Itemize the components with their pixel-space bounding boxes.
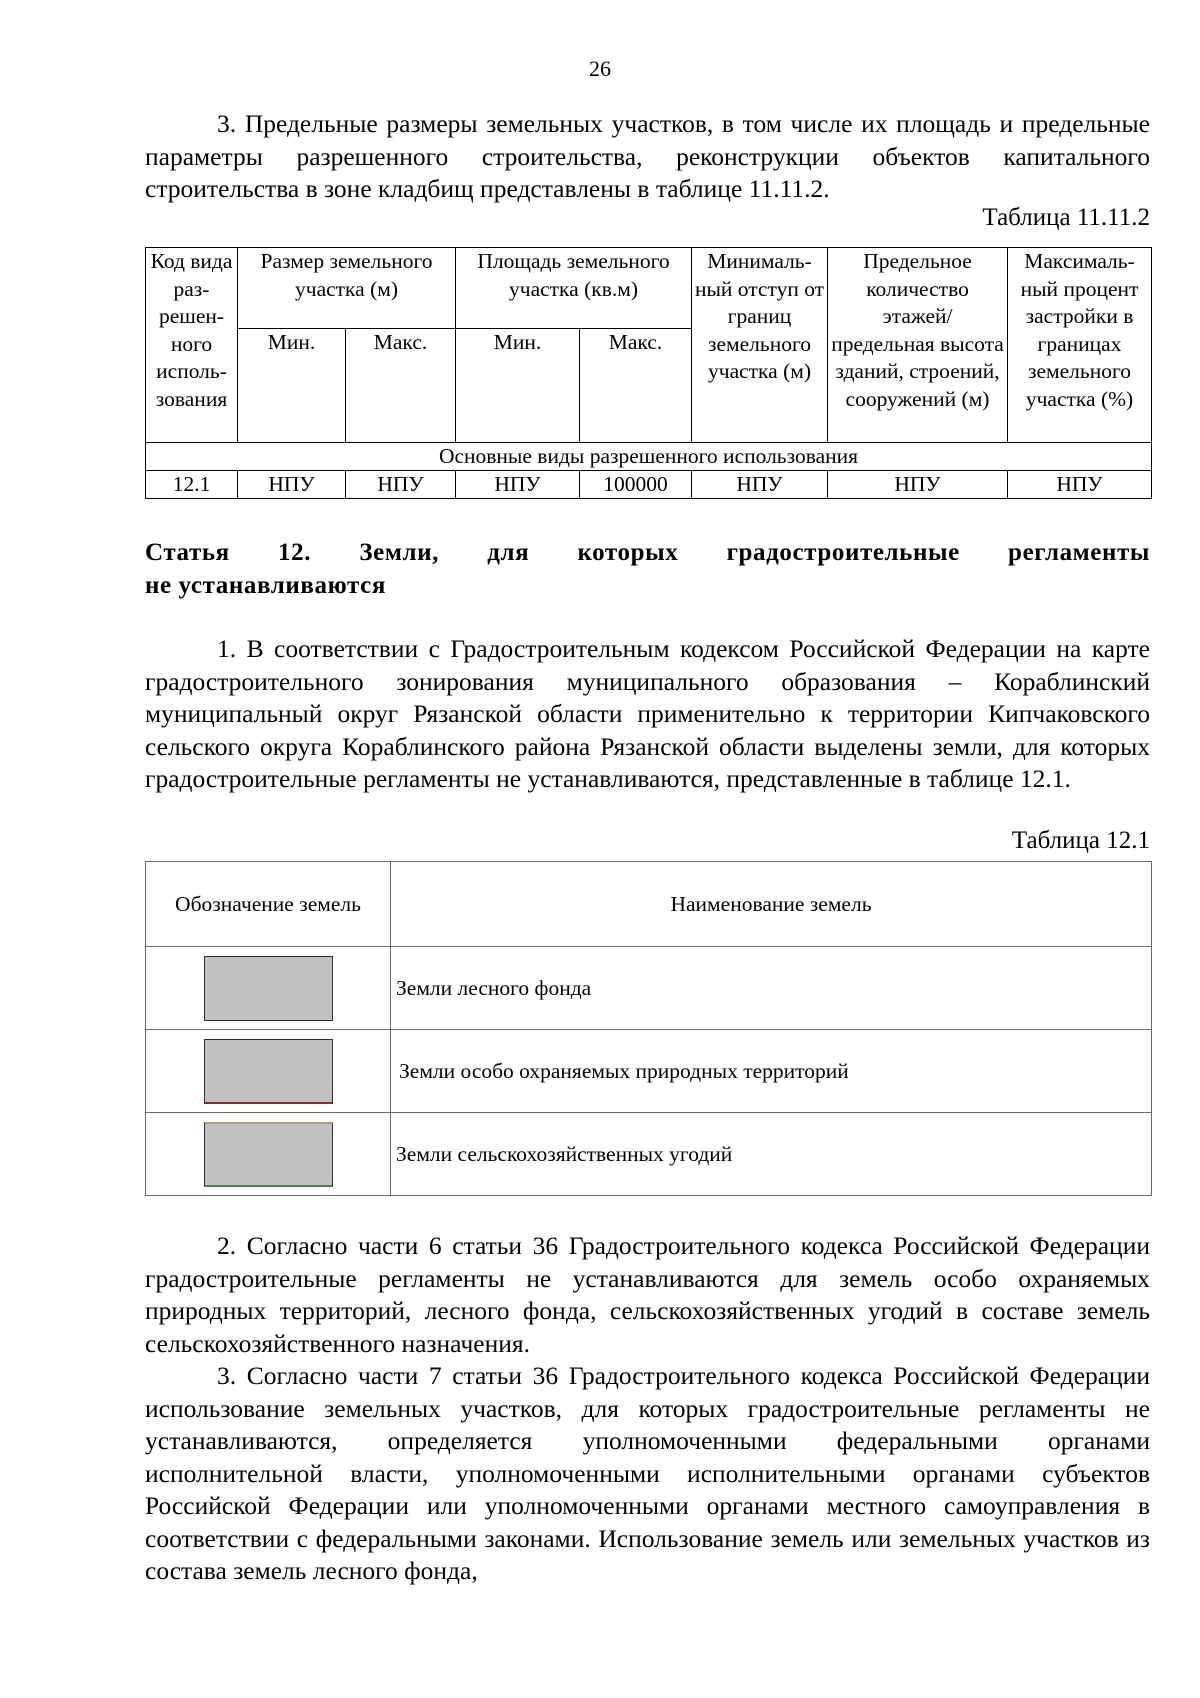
paragraph-article-12-3 — [145, 1360, 1150, 1588]
header-max-percent: Максималь- ный процент застройки в границах земельного участка (%) — [1008, 248, 1152, 443]
table-cell: НПУ — [692, 471, 828, 499]
lands-table — [145, 861, 1152, 1196]
header-min-indent: Минималь- ный отступ от границ земельного участка (м) — [692, 248, 828, 443]
table-cell: НПУ — [238, 471, 346, 499]
article-heading-line1: Статья 12. Земли, для которых градостроительные регламенты — [145, 539, 1150, 566]
protected-land-swatch — [204, 1039, 333, 1104]
table-cell: НПУ — [456, 471, 580, 499]
header-area-min: Мин. — [456, 329, 580, 443]
forest-land-swatch — [204, 956, 333, 1021]
table-cell: НПУ — [346, 471, 456, 499]
header-size-min: Мин. — [238, 329, 346, 443]
paragraph-table-intro-text: 3. Предельные размеры земельных участков, в том числе их площадь и предельные параметры разрешенного строительства, реконструкции объектов капитального строительства в зоне кладбищ представлены в таблице 11.11.2. — [145, 109, 1150, 203]
paragraph-article-12-3-text: 3. Согласно части 7 статьи 36 Градостроительного кодекса Российской Федерации использование земельных участков, для которых градостроительные регламенты не устанавливаются, определяется уполномоченными федеральными органами исполнительной власти, уполномоченными исполнительными органами субъектов Российской Федерации или уполномоченными органами местного самоуправления в соответствии с федеральными законами. Использование земель или земельных участков из состава земель лесного фонда, — [145, 1361, 1150, 1585]
paragraph-article-12-2 — [145, 1230, 1150, 1360]
header-area-max: Макс. — [580, 329, 692, 443]
paragraph-article-12-1 — [145, 633, 1150, 796]
header-max-floors: Предельное количество этажей/ предельная высота зданий, строений, сооружений (м) — [828, 248, 1008, 443]
header-plot-area: Площадь земельного участка (кв.м) — [456, 248, 692, 329]
agricultural-land-swatch — [204, 1122, 333, 1187]
table-12-1-caption: Таблица 12.1 — [1011, 827, 1150, 854]
header-size-max: Макс. — [346, 329, 456, 443]
parameters-table — [145, 247, 1152, 499]
land-name: Земли лесного фонда — [391, 947, 1152, 1030]
table-11-11-2-caption: Таблица 11.11.2 — [982, 204, 1150, 231]
paragraph-article-12-1-text: 1. В соответствии с Градостроительным кодексом Российской Федерации на карте градостроительного зонирования муниципального образования – Кораблинский муниципальный округ Рязанской области применительно к территории Кипчаковского сельского округа Кораблинского района Рязанской области выделены земли, для которых градостроительные регламенты не устанавливаются, представленные в таблице 12.1. — [145, 634, 1150, 793]
paragraph-article-12-2-text: 2. Согласно части 6 статьи 36 Градостроительного кодекса Российской Федерации градостроительные регламенты не устанавливаются для земель особо охраняемых природных территорий, лесного фонда, сельскохозяйственных угодий в составе земель сельскохозяйственного назначения. — [145, 1231, 1150, 1358]
table-cell: НПУ — [1008, 471, 1152, 499]
header-land-name: Наименование земель — [391, 862, 1152, 947]
table-cell: 12.1 — [146, 471, 238, 499]
header-symbol: Обозначение земель — [146, 862, 391, 947]
land-name: Земли сельскохозяйственных угодий — [391, 1113, 1152, 1196]
table-cell: 100000 — [580, 471, 692, 499]
header-code: Код вида раз- решен- ного исполь- зования — [146, 248, 238, 443]
article-heading-line2: не устанавливаются — [145, 572, 386, 599]
page-number: 26 — [589, 56, 611, 81]
article-12-heading — [145, 536, 1150, 602]
land-name: Земли особо охраняемых природных территорий — [391, 1030, 1152, 1113]
table-cell: НПУ — [828, 471, 1008, 499]
header-plot-size: Размер земельного участка (м) — [238, 248, 456, 329]
paragraph-table-intro — [145, 108, 1150, 206]
section-title-row: Основные виды разрешенного использования — [146, 443, 1152, 471]
